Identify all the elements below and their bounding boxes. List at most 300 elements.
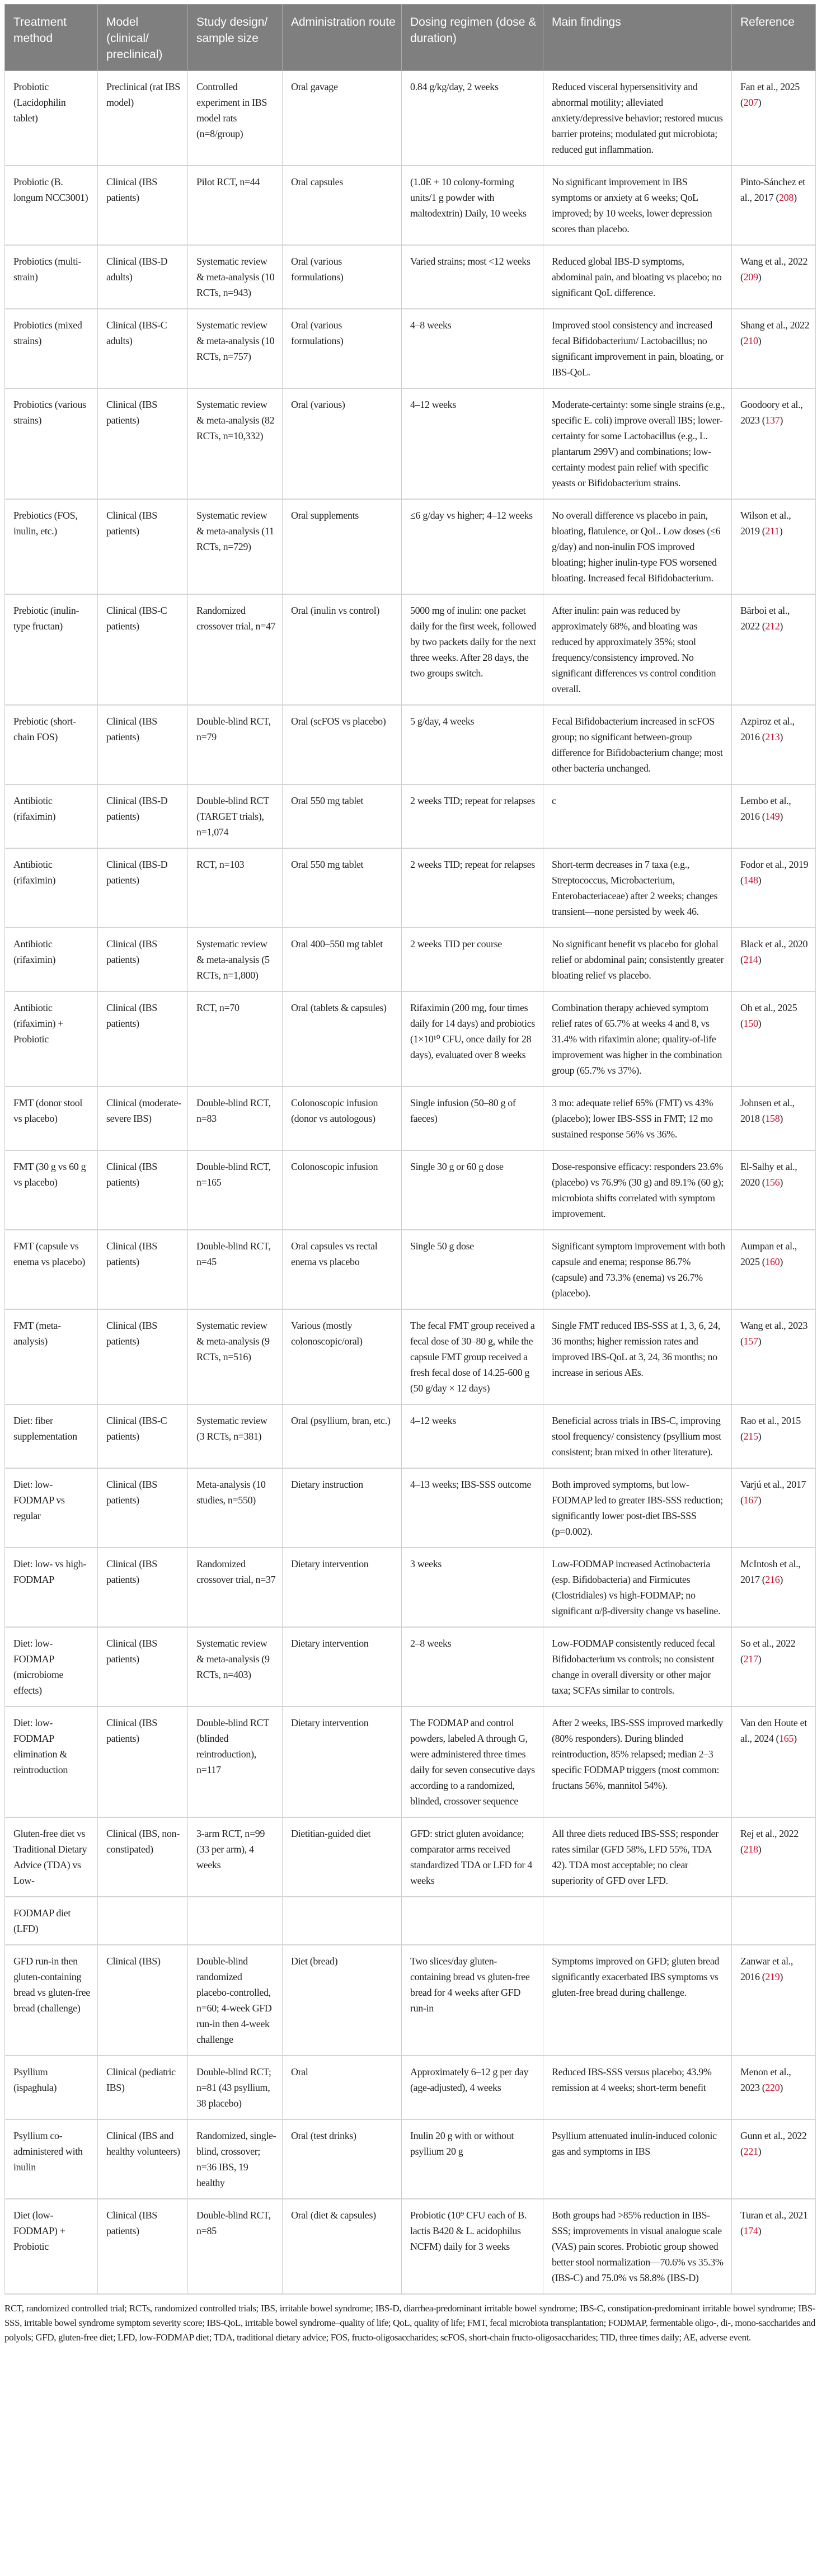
cell-study-design: Double-blind RCT, n=85 [188,2199,283,2294]
reference-paren-close: ) [758,97,762,108]
cell-dosing-regimen: (1.0E + 10 colony-forming units/1 g powder with maltodextrin) Daily, 10 weeks [402,166,543,245]
cell-study-design: Systematic review & meta-analysis (10 RCTs, n=943) [188,245,283,309]
reference-paren-open: ( [740,335,744,346]
cell-administration-route: Oral (various formulations) [283,245,402,309]
cell-dosing-regimen: 2–8 weeks [402,1627,543,1707]
cell-study-design: Double-blind randomized placebo-controlled, n=60; 4-week GFD run-in then 4-week challenge [188,1945,283,2056]
cell-model: Clinical (IBS patients) [98,928,188,991]
reference-link[interactable]: 210 [743,335,758,346]
table-row [5,1309,816,1404]
table-body [5,71,816,2295]
cell-treatment-method: Psyllium (ispaghula) [5,2056,98,2119]
cell-main-findings: Improved stool consistency and increased fecal Bifidobacterium/ Lactobacillus; no significant improvement in pain, bloating, or IBS-QoL. [543,309,732,388]
cell-study-design: Pilot RCT, n=44 [188,166,283,245]
cell-dosing-regimen: 4–12 weeks [402,388,543,499]
cell-study-design: Systematic review & meta-analysis (10 RCTs, n=757) [188,309,283,388]
reference-author: Turan et al., 2021 [740,2210,808,2221]
table-row [5,166,816,245]
cell-administration-route: Oral 550 mg tablet [283,784,402,848]
reference-paren-open: ( [773,192,780,203]
reference-paren-close: ) [758,2146,762,2157]
cell-model: Clinical (IBS-C patients) [98,594,188,705]
cell-dosing-regimen: Single 30 g or 60 g dose [402,1150,543,1230]
reference-paren-close: ) [780,811,783,822]
cell-administration-route: Oral (scFOS vs placebo) [283,705,402,784]
cell-reference [732,71,816,166]
cell-treatment-method: Prebiotic (inulin-type fructan) [5,594,98,705]
reference-paren-close: ) [758,1336,762,1347]
reference-paren-close: ) [780,731,783,742]
cell-main-findings: Beneficial across trials in IBS-C, improving stool frequency/ consistency (psyllium most consistent; bran mixed in other literature). [543,1404,732,1468]
cell-treatment-method: Diet: fiber supplementation [5,1404,98,1468]
cell-reference [732,928,816,991]
cell-administration-route: Oral (tablets & capsules) [283,991,402,1087]
cell-model: Clinical (IBS patients) [98,991,188,1087]
reference-paren-open: ( [740,2146,744,2157]
reference-link[interactable]: 157 [743,1336,758,1347]
reference-paren-open: ( [740,1431,744,1442]
cell-study-design: Randomized crossover trial, n=47 [188,594,283,705]
cell-treatment-method: FMT (donor stool vs placebo) [5,1087,98,1150]
cell-reference [732,1897,816,1945]
reference-paren-close: ) [758,271,762,283]
cell-main-findings: After 2 weeks, IBS-SSS improved markedly (80% responders). During blinded reintroduction, 85% relapsed; median 2–3 specific FODMAP triggers (most common: fructans 56%, mannitol 54%). [543,1707,732,1817]
cell-study-design: Controlled experiment in IBS model rats (n=8/group) [188,71,283,166]
cell-model: Clinical (IBS-C adults) [98,309,188,388]
reference-paren-close: ) [780,1574,783,1585]
cell-study-design: Systematic review (3 RCTs, n=381) [188,1404,283,1468]
reference-paren-close: ) [780,415,783,426]
cell-administration-route: Dietary instruction [283,1468,402,1548]
treatment-studies-table [4,4,816,2295]
reference-paren-open: ( [759,525,766,537]
cell-reference [732,594,816,705]
reference-paren-close: ) [758,954,762,965]
reference-paren-open: ( [759,1256,766,1267]
cell-administration-route: Colonoscopic infusion (donor vs autologous) [283,1087,402,1150]
reference-author: Gunn et al., 2022 [740,2130,807,2141]
cell-dosing-regimen: 4–8 weeks [402,309,543,388]
cell-treatment-method: Probiotics (various strains) [5,388,98,499]
cell-main-findings: Moderate-certainty: some single strains (e.g., specific E. coli) improve overall IBS; lower-certainty for some Lactobacillus (e.g., L. plantarum 299V) and combinations; low-certainty modest pain relief with specific yeasts or Bifidobacterium strains. [543,388,732,499]
reference-paren-close: ) [780,1113,783,1124]
cell-dosing-regimen: 2 weeks TID per course [402,928,543,991]
cell-reference [732,2199,816,2294]
cell-main-findings: No significant benefit vs placebo for global relief or abdominal pain; consistently greater bloating relief vs placebo. [543,928,732,991]
reference-author: Wilson et al., 2019 [740,510,791,537]
cell-model: Clinical (IBS patients) [98,1627,188,1707]
reference-paren-close: ) [780,2082,783,2093]
reference-paren-close: ) [780,1971,783,1982]
reference-paren-open: ( [759,1971,766,1982]
cell-dosing-regimen: The FODMAP and control powders, labeled A through G, were administered three times daily for seven consecutive days according to a randomized, blinded, crossover sequence [402,1707,543,1817]
cell-main-findings: Dose-responsive efficacy: responders 23.6% (placebo) vs 76.9% (30 g) and 89.1% (60 g); microbiota shifts correlated with symptom improvement. [543,1150,732,1230]
cell-model: Clinical (moderate-severe IBS) [98,1087,188,1150]
cell-administration-route: Oral 400–550 mg tablet [283,928,402,991]
cell-model: Clinical (IBS-D patients) [98,848,188,928]
table-footnote: RCT, randomized controlled trial; RCTs, randomized controlled trials; IBS, irritable bowel syndrome; IBS-D, diarrhea-predominant irritable bowel syndrome; IBS-C, constipation-predominant irritable bowel syndrome; IBS-SSS, irritable bowel syndrome symptom severity score; IBS-QoL, irritable bowel syndrome–quality of life; QoL, quality of life; FMT, fecal microbiota transplantation; FODMAP, fermentable oligo-, di-, mono-saccharides and polyols; GFD, gluten-free diet; LFD, low-FODMAP diet; TDA, traditional dietary advice; FOS, fructo-oligosaccharides; scFOS, short-chain fructo-oligosaccharides; TID, three times daily; AE, adverse event. [4,2303,815,2343]
cell-dosing-regimen: 2 weeks TID; repeat for relapses [402,848,543,928]
cell-model: Clinical (IBS patients) [98,1468,188,1548]
cell-model [98,1897,188,1945]
reference-link[interactable]: 219 [765,1971,780,1982]
reference-link[interactable]: 158 [765,1113,780,1124]
cell-administration-route: Dietary intervention [283,1707,402,1817]
cell-dosing-regimen: The fecal FMT group received a fecal dose of 30–80 g, while the capsule FMT group received a fresh fecal dose of 14.25-600 g (50 g/day × 12 days) [402,1309,543,1404]
cell-main-findings: Low-FODMAP consistently reduced fecal Bifidobacterium vs controls; no consistent change in overall diversity or other major taxa; SCFAs similar to controls. [543,1627,732,1707]
header-main-findings: Main findings [543,4,732,71]
cell-treatment-method: Diet (low-FODMAP) + Probiotic [5,2199,98,2294]
table-row [5,705,816,784]
reference-paren-open: ( [740,875,744,886]
reference-author: Wang et al., 2023 [740,1320,808,1331]
cell-dosing-regimen: Inulin 20 g with or without psyllium 20 g [402,2119,543,2199]
table-row [5,499,816,594]
reference-link[interactable]: 148 [743,875,758,886]
cell-reference [732,166,816,245]
cell-treatment-method: Prebiotics (FOS, inulin, etc.) [5,499,98,594]
cell-study-design: Systematic review & meta-analysis (5 RCTs, n=1,800) [188,928,283,991]
reference-author: Wang et al., 2022 [740,256,808,267]
cell-treatment-method: Diet: low- vs high-FODMAP [5,1548,98,1627]
reference-link[interactable]: 150 [743,1018,758,1029]
reference-link[interactable]: 167 [743,1494,758,1506]
table-row [5,245,816,309]
reference-author: Van den Houte et al., 2024 [740,1717,807,1744]
cell-model: Clinical (IBS) [98,1945,188,2056]
cell-treatment-method: Diet: low-FODMAP elimination & reintroduction [5,1707,98,1817]
cell-main-findings: 3 mo: adequate relief 65% (FMT) vs 43% (placebo); lower IBS-SSS in FMT; 12 mo sustained response 56% vs 36%. [543,1087,732,1150]
cell-model: Clinical (IBS patients) [98,499,188,594]
cell-reference [732,1548,816,1627]
cell-dosing-regimen: Single infusion (50–80 g of faeces) [402,1087,543,1150]
cell-main-findings: Single FMT reduced IBS-SSS at 1, 3, 6, 24, 36 months; higher remission rates and improved IBS-QoL at 3, 24, 36 months; no increase in serious AEs. [543,1309,732,1404]
cell-treatment-method: Probiotics (mixed strains) [5,309,98,388]
cell-model: Clinical (IBS patients) [98,1707,188,1817]
cell-dosing-regimen: 4–13 weeks; IBS-SSS outcome [402,1468,543,1548]
cell-reference [732,1150,816,1230]
cell-main-findings: Psyllium attenuated inulin-induced colonic gas and symptoms in IBS [543,2119,732,2199]
cell-treatment-method: GFD run-in then gluten-containing bread vs gluten-free bread (challenge) [5,1945,98,2056]
cell-treatment-method: FODMAP diet (LFD) [5,1897,98,1945]
cell-model: Clinical (IBS patients) [98,166,188,245]
header-model: Model (clinical/ preclinical) [98,4,188,71]
header-reference: Reference [732,4,816,71]
cell-model: Preclinical (rat IBS model) [98,71,188,166]
reference-paren-close: ) [779,525,783,537]
header-administration-route: Administration route [283,4,402,71]
cell-model: Clinical (IBS patients) [98,2199,188,2294]
reference-author: Rej et al., 2022 [740,1828,799,1839]
reference-paren-open: ( [740,1018,744,1029]
reference-author: So et al., 2022 [740,1638,796,1649]
reference-author: Varjú et al., 2017 [740,1479,806,1490]
table-row [5,1230,816,1309]
cell-treatment-method: FMT (meta-analysis) [5,1309,98,1404]
cell-study-design: Systematic review & meta-analysis (9 RCTs, n=403) [188,1627,283,1707]
cell-model: Clinical (IBS-D patients) [98,784,188,848]
reference-link[interactable]: 156 [765,1177,780,1188]
table-row [5,1945,816,2056]
cell-main-findings: No significant improvement in IBS symptoms or anxiety at 6 weeks; QoL improved; by 10 weeks, lower depression scores than placebo. [543,166,732,245]
cell-dosing-regimen: 4–12 weeks [402,1404,543,1468]
table-row [5,1087,816,1150]
cell-treatment-method: Antibiotic (rifaximin) + Probiotic [5,991,98,1087]
cell-reference [732,991,816,1087]
reference-link[interactable]: 218 [743,1844,758,1855]
table-header-row [5,4,816,71]
cell-model: Clinical (IBS patients) [98,1230,188,1309]
reference-author: El-Salhy et al., 2020 [740,1161,797,1188]
cell-reference [732,1468,816,1548]
cell-administration-route: Oral 550 mg tablet [283,848,402,928]
reference-paren-open: ( [759,2082,766,2093]
header-study-design: Study design/ sample size [188,4,283,71]
cell-reference [732,705,816,784]
cell-model: Clinical (IBS patients) [98,388,188,499]
cell-study-design: RCT, n=70 [188,991,283,1087]
table-row [5,1707,816,1817]
cell-administration-route: Dietitian-guided diet [283,1817,402,1897]
cell-treatment-method: Psyllium co-administered with inulin [5,2119,98,2199]
table-row [5,928,816,991]
cell-treatment-method: Antibiotic (rifaximin) [5,784,98,848]
cell-dosing-regimen: 5 g/day, 4 weeks [402,705,543,784]
reference-paren-open: ( [759,621,766,632]
cell-study-design: Double-blind RCT (blinded reintroduction), n=117 [188,1707,283,1817]
reference-paren-open: ( [759,731,766,742]
reference-author: Fodor et al., 2019 [740,859,809,870]
reference-paren-open: ( [740,1336,744,1347]
cell-administration-route: Oral (various formulations) [283,309,402,388]
reference-paren-open: ( [759,1177,766,1188]
cell-main-findings: c [543,784,732,848]
cell-treatment-method: Gluten-free diet vs Traditional Dietary Advice (TDA) vs Low- [5,1817,98,1897]
cell-model: Clinical (IBS-C patients) [98,1404,188,1468]
cell-reference [732,499,816,594]
cell-model: Clinical (IBS patients) [98,1548,188,1627]
cell-main-findings: After inulin: pain was reduced by approximately 68%, and bloating was reduced by approximately 35%; stool frequency/consistency improved. No significant differences vs control condition overall. [543,594,732,705]
reference-link[interactable]: 212 [765,621,780,632]
reference-paren-close: ) [758,1653,762,1665]
cell-dosing-regimen: ≤6 g/day vs higher; 4–12 weeks [402,499,543,594]
cell-reference [732,245,816,309]
reference-author: Azpiroz et al., 2016 [740,716,795,742]
cell-administration-route: Oral supplements [283,499,402,594]
reference-link[interactable]: 165 [779,1733,794,1744]
cell-study-design: Double-blind RCT, n=165 [188,1150,283,1230]
reference-link[interactable]: 221 [743,2146,758,2157]
reference-link[interactable]: 220 [765,2082,780,2093]
cell-treatment-method: Prebiotic (short-chain FOS) [5,705,98,784]
reference-author: Shang et al., 2022 [740,319,810,331]
reference-paren-close: ) [758,1431,762,1442]
table-row [5,71,816,166]
cell-main-findings: Both groups had >85% reduction in IBS-SSS; improvements in visual analogue scale (VAS) pain scores. Probiotic group showed better stool normalization—70.6% vs 35.3% (IBS-C) and 75.0% vs 58.8% (IBS-D) [543,2199,732,2294]
cell-main-findings: Fecal Bifidobacterium increased in scFOS group; no significant between-group difference for Bifidobacterium change; most other bacteria unchanged. [543,705,732,784]
reference-link[interactable]: 174 [743,2225,758,2236]
reference-paren-close: ) [758,1844,762,1855]
cell-model: Clinical (IBS and healthy volunteers) [98,2119,188,2199]
cell-treatment-method: Antibiotic (rifaximin) [5,848,98,928]
cell-dosing-regimen: Two slices/day gluten-containing bread vs gluten-free bread for 4 weeks after GFD run-in [402,1945,543,2056]
cell-dosing-regimen: 5000 mg of inulin: one packet daily for the first week, followed by two packets daily for the next three weeks. After 28 days, the two groups switch. [402,594,543,705]
reference-paren-open: ( [773,1733,780,1744]
table-row [5,1150,816,1230]
cell-study-design: 3-arm RCT, n=99 (33 per arm), 4 weeks [188,1817,283,1897]
cell-reference [732,2119,816,2199]
cell-treatment-method: FMT (30 g vs 60 g vs placebo) [5,1150,98,1230]
reference-paren-open: ( [740,271,744,283]
cell-reference [732,1945,816,2056]
cell-main-findings: Reduced visceral hypersensitivity and abnormal motility; alleviated anxiety/depressive behavior; restored mucus barrier proteins; modulated gut microbiota; reduced gut inflammation. [543,71,732,166]
cell-study-design: Double-blind RCT, n=79 [188,705,283,784]
cell-main-findings: Combination therapy achieved symptom relief rates of 65.7% at weeks 4 and 8, vs 31.4% with rifaximin alone; quality-of-life improvement was higher in the combination group (65.7% vs 37%). [543,991,732,1087]
reference-link[interactable]: 217 [743,1653,758,1665]
cell-dosing-regimen: Varied strains; most <12 weeks [402,245,543,309]
cell-reference [732,848,816,928]
cell-main-findings: Symptoms improved on GFD; gluten bread significantly exacerbated IBS symptoms vs gluten-free bread during challenge. [543,1945,732,2056]
cell-dosing-regimen: Rifaximin (200 mg, four times daily for 14 days) and probiotics (1×10¹⁰ CFU, once daily for 28 days), evaluated over 8 weeks [402,991,543,1087]
header-treatment-method: Treatment method [5,4,98,71]
cell-model: Clinical (IBS patients) [98,1150,188,1230]
table-row [5,991,816,1087]
reference-paren-open: ( [759,415,766,426]
reference-paren-close: ) [793,1733,797,1744]
cell-treatment-method: Probiotics (multi-strain) [5,245,98,309]
cell-administration-route: Oral [283,2056,402,2119]
reference-link[interactable]: 216 [765,1574,780,1585]
reference-link[interactable]: 211 [765,525,780,537]
cell-main-findings: Both improved symptoms, but low-FODMAP led to greater IBS-SSS reduction; significantly lower post-diet IBS-SSS (p=0.002). [543,1468,732,1548]
reference-author: Pinto-Sánchez et al., 2017 [740,176,805,203]
cell-main-findings: Reduced IBS-SSS versus placebo; 43.9% remission at 4 weeks; short-term benefit [543,2056,732,2119]
cell-dosing-regimen: Approximately 6–12 g per day (age-adjusted), 4 weeks [402,2056,543,2119]
reference-author: Menon et al., 2023 [740,2066,791,2093]
reference-paren-close: ) [758,875,762,886]
reference-paren-open: ( [759,811,766,822]
reference-link[interactable]: 208 [779,192,794,203]
cell-treatment-method: Antibiotic (rifaximin) [5,928,98,991]
cell-reference [732,309,816,388]
cell-reference [732,388,816,499]
reference-author: Oh et al., 2025 [740,1002,797,1013]
cell-study-design: Double-blind RCT, n=45 [188,1230,283,1309]
reference-paren-close: ) [758,335,762,346]
cell-treatment-method: FMT (capsule vs enema vs placebo) [5,1230,98,1309]
reference-paren-close: ) [793,192,797,203]
reference-author: Fan et al., 2025 [740,81,800,92]
reference-author: Rao et al., 2015 [740,1415,801,1426]
reference-link[interactable]: 215 [743,1431,758,1442]
cell-reference [732,2056,816,2119]
cell-treatment-method: Probiotic (Lacidophilin tablet) [5,71,98,166]
header-dosing-regimen: Dosing regimen (dose & duration) [402,4,543,71]
cell-main-findings [543,1897,732,1945]
reference-author: Lembo et al., 2016 [740,795,791,822]
reference-paren-open: ( [759,1574,766,1585]
cell-administration-route: Oral (various) [283,388,402,499]
reference-paren-open: ( [740,954,744,965]
reference-author: Aumpan et al., 2025 [740,1240,797,1267]
cell-administration-route: Oral (inulin vs control) [283,594,402,705]
cell-administration-route: Various (mostly colonoscopic/oral) [283,1309,402,1404]
reference-author: Bărboi et al., 2022 [740,605,790,632]
cell-study-design: Systematic review & meta-analysis (82 RCTs, n=10,332) [188,388,283,499]
cell-main-findings: Significant symptom improvement with both capsule and enema; response 86.7% (capsule) and 73.3% (enema) vs 26.7% (placebo). [543,1230,732,1309]
cell-dosing-regimen: 2 weeks TID; repeat for relapses [402,784,543,848]
cell-administration-route [283,1897,402,1945]
cell-study-design: Double-blind RCT, n=83 [188,1087,283,1150]
reference-author: Johnsen et al., 2018 [740,1097,795,1124]
cell-model: Clinical (IBS patients) [98,705,188,784]
reference-link[interactable]: 213 [765,731,780,742]
cell-reference [732,1817,816,1897]
table-row [5,1548,816,1627]
reference-paren-close: ) [780,1177,783,1188]
cell-dosing-regimen: GFD: strict gluten avoidance; comparator arms received standardized TDA or LFD for 4 weeks [402,1817,543,1897]
cell-reference [732,784,816,848]
reference-paren-close: ) [780,621,783,632]
cell-dosing-regimen: Probiotic (10⁹ CFU each of B. lactis B420 & L. acidophilus NCFM) daily for 3 weeks [402,2199,543,2294]
cell-reference [732,1087,816,1150]
table-row [5,388,816,499]
cell-dosing-regimen [402,1897,543,1945]
table-row [5,2199,816,2294]
reference-paren-open: ( [740,2225,744,2236]
table-row [5,2119,816,2199]
cell-reference [732,1309,816,1404]
cell-dosing-regimen: 0.84 g/kg/day, 2 weeks [402,71,543,166]
reference-paren-close: ) [780,1256,783,1267]
cell-model: Clinical (pediatric IBS) [98,2056,188,2119]
cell-treatment-method: Probiotic (B. longum NCC3001) [5,166,98,245]
cell-main-findings: No overall difference vs placebo in pain, bloating, flatulence, or QoL. Low doses (≤6 g/day) and non-inulin FOS improved bloating; higher inulin-type FOS worsened bloating. Increased fecal Bifidobacterium. [543,499,732,594]
reference-paren-open: ( [740,1653,744,1665]
cell-main-findings: All three diets reduced IBS-SSS; responder rates similar (GFD 58%, LFD 55%, TDA 42). TDA most acceptable; no clear superiority of GFD over LFD. [543,1817,732,1897]
cell-reference [732,1707,816,1817]
table-row [5,594,816,705]
reference-link[interactable]: 137 [765,415,780,426]
cell-study-design: RCT, n=103 [188,848,283,928]
reference-paren-open: ( [759,1113,766,1124]
table-row [5,309,816,388]
reference-paren-open: ( [740,97,744,108]
reference-link[interactable]: 160 [765,1256,780,1267]
reference-paren-close: ) [758,1494,762,1506]
reference-paren-open: ( [740,1844,744,1855]
table-row [5,1627,816,1707]
cell-reference [732,1404,816,1468]
cell-main-findings: Reduced global IBS-D symptoms, abdominal pain, and bloating vs placebo; no significant QoL difference. [543,245,732,309]
cell-administration-route: Oral (test drinks) [283,2119,402,2199]
reference-paren-close: ) [758,1018,762,1029]
reference-author: Goodoory et al., 2023 [740,399,803,426]
reference-link[interactable]: 209 [743,271,758,283]
reference-link[interactable]: 149 [765,811,780,822]
cell-study-design: Double-blind RCT; n=81 (43 psyllium, 38 placebo) [188,2056,283,2119]
reference-link[interactable]: 207 [743,97,758,108]
reference-author: Zanwar et al., 2016 [740,1955,793,1982]
cell-administration-route: Oral (diet & capsules) [283,2199,402,2294]
reference-paren-close: ) [758,2225,762,2236]
cell-administration-route: Oral gavage [283,71,402,166]
cell-administration-route: Dietary intervention [283,1548,402,1627]
reference-link[interactable]: 214 [743,954,758,965]
cell-model: Clinical (IBS-D adults) [98,245,188,309]
cell-administration-route: Colonoscopic infusion [283,1150,402,1230]
cell-administration-route: Oral capsules vs rectal enema vs placebo [283,1230,402,1309]
